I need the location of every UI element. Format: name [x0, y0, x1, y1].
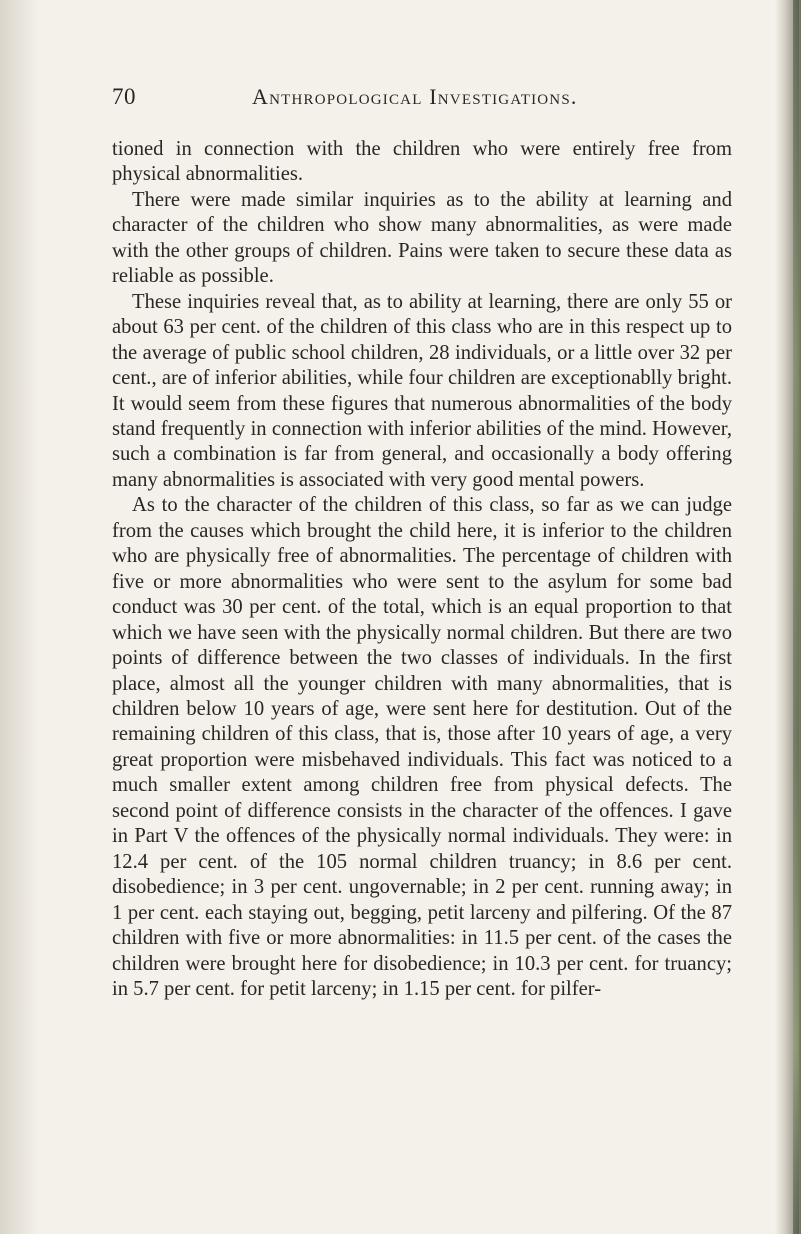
page-left-margin-shadow [0, 0, 38, 1234]
body-text [112, 137, 732, 1002]
running-title: Anthropological Investigations. [252, 84, 578, 109]
paragraph-inquiries: There were made similar inquiries as to the ability at learning and character of the children who show many abnormalities, as were made with the other groups of children. Pains were taken to secure these data as reliable as possible. [112, 188, 732, 288]
paragraph-ability-results: These inquiries reveal that, as to ability at learning, there are only 55 or about 63 per cent. of the children of this class who are in this respect up to the average of public school children, 28 individuals, or a little over 32 per cent., are of inferior abilities, while four children are exceptionablly bright. It would seem from these figures that numerous abnormalities of the body stand frequently in connection with inferior abilities of the mind. However, such a combination is far from general, and occasionally a body offering many abnormalities is associated with very good mental powers. [112, 290, 732, 491]
paragraph-continuation: tioned in connection with the children who were entirely free from physical abnormalities. [112, 138, 732, 186]
page-binding-edge [775, 0, 801, 1234]
page-number: 70 [112, 84, 136, 109]
paragraph-character-offences: As to the character of the children of this class, so far as we can judge from the causes which brought the child here, it is inferior to the children who are physically free of abnormalities. The percentage of children with five or more abnormalities who were sent to the asylum for some bad conduct was 30 per cent. of the total, which is an equal proportion to that which we have seen with the physically normal children. But there are two points of difference between the two classes of individuals. In the first place, almost all the younger children with many abnormalities, that is children below 10 years of age, were sent here for destitution. Out of the remaining children of this class, that is, those after 10 years of age, a very great proportion were misbehaved individuals. This fact was noticed to a much smaller extent among children free from physical defects. The second point of difference consists in the character of the offences. I gave in Part V the offences of the physically normal individuals. They were: in 12.4 per cent. of the 105 normal children truancy; in 8.6 per cent. disobedience; in 3 per cent. ungovernable; in 2 per cent. running away; in 1 per cent. each staying out, begging, petit larceny and pilfering. Of the 87 children with five or more abnormalities: in 11.5 per cent. of the cases the children were brought here for disobedience; in 10.3 per cent. for truancy; in 5.7 per cent. for petit larceny; in 1.15 per cent. for pilfer- [112, 494, 732, 1000]
running-header [112, 84, 732, 114]
